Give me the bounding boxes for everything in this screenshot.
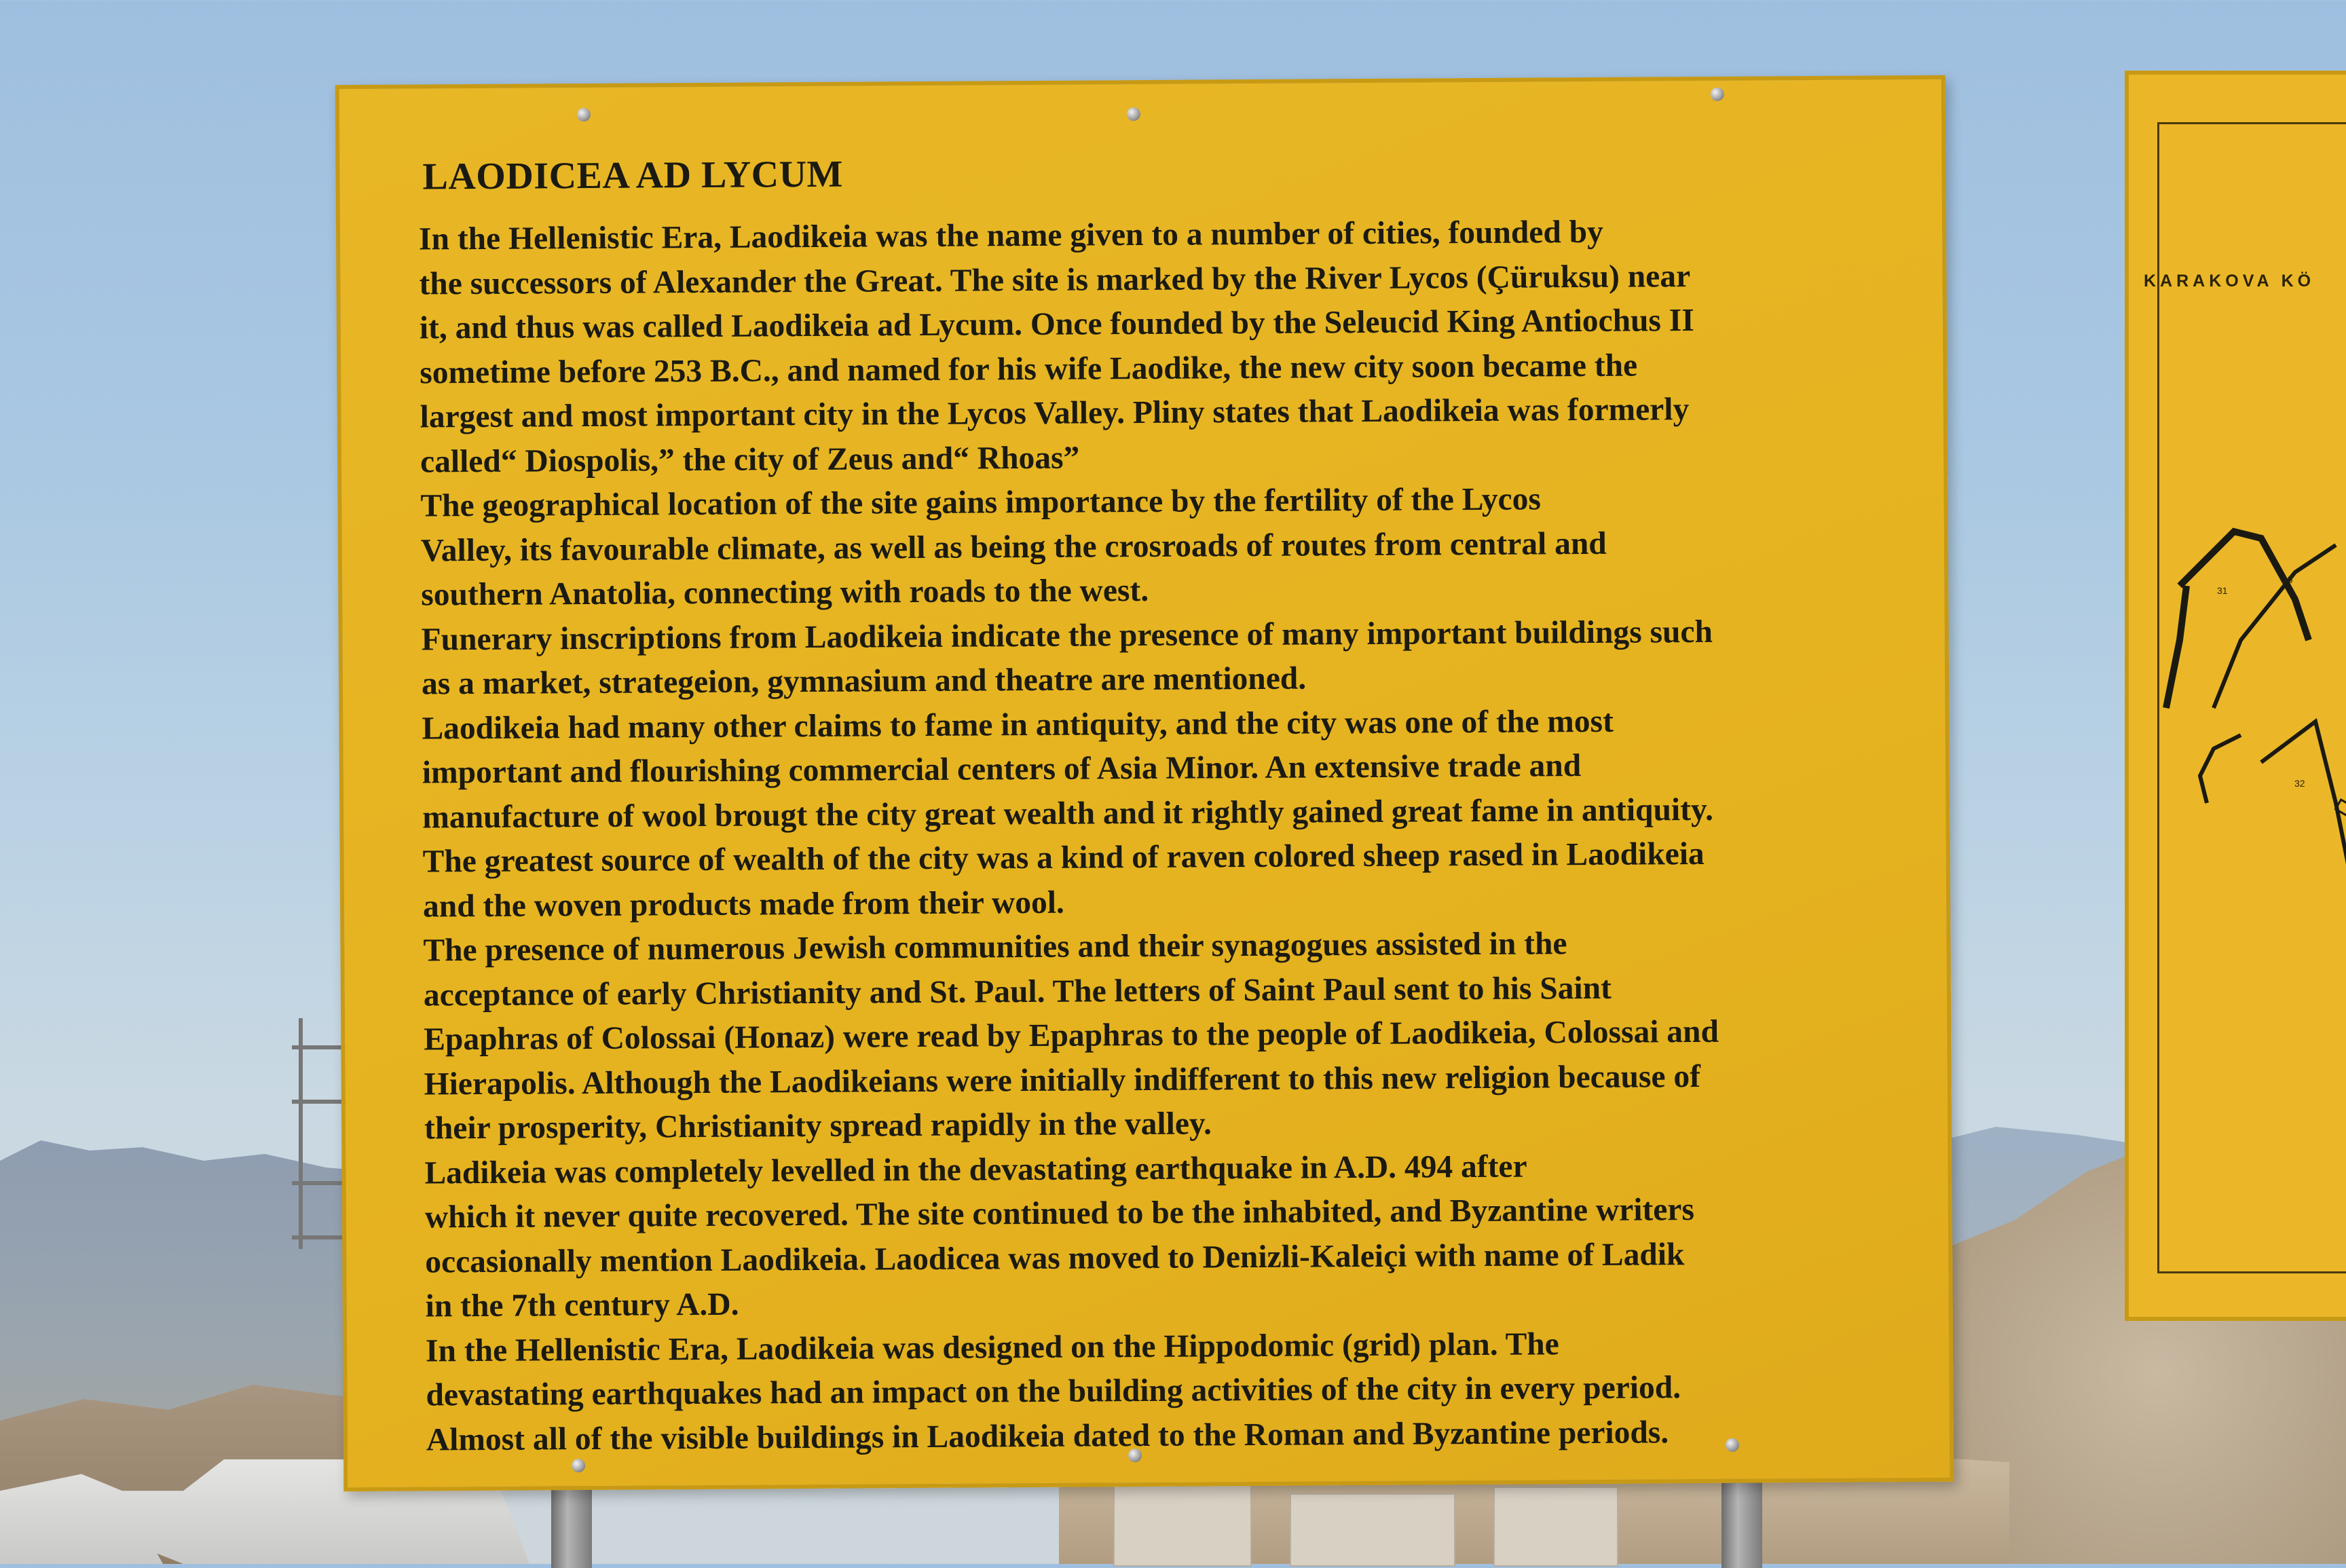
map-number: 31 (2217, 585, 2228, 596)
sign-text-line: as a market, strategeion, gymnasium and theatre are mentioned. (421, 660, 1307, 702)
side-map-frame (2157, 122, 2346, 1273)
sign-text-line: Valley, its favourable climate, as well as being the crosroads of routes from central and (420, 525, 1607, 569)
site-map-drawing (2159, 124, 2346, 1271)
sign-text-line: Laodikeia had many other claims to fame in antiquity, and the city was one of the most (422, 703, 1614, 747)
sign-text-line: In the Hellenistic Era, Laodikeia was the name given to a number of cities, founded by (418, 214, 1604, 257)
sign-text-line: Ladikeia was completely levelled in the devastating earthquake in A.D. 494 after (424, 1149, 1527, 1191)
sign-text-line: devastating earthquakes had an impact on the building activities of the city in every period. (426, 1370, 1681, 1413)
sign-text-line: the successors of Alexander the Great. The site is marked by the River Lycos (Çüruksu) near (419, 258, 1691, 302)
side-map-sign (2125, 71, 2346, 1321)
sign-text-line: The presence of numerous Jewish communities and their synagogues assisted in the (423, 926, 1567, 969)
sign-text-line: Epaphras of Colossai (Honaz) were read by Epaphras to the people of Laodikeia, Colossai and (424, 1013, 1719, 1058)
sign-text-line: southern Anatolia, connecting with roads to the west. (421, 572, 1149, 613)
stone-block (1290, 1493, 1455, 1567)
sign-text-line: their prosperity, Christianity spread rapidly in the valley. (424, 1106, 1212, 1146)
sign-text-line: in the 7th century A.D. (425, 1286, 739, 1324)
information-sign (335, 75, 1954, 1491)
sign-text-line: largest and most important city in the Lycos Valley. Pliny states that Laodikeia was formerly (420, 392, 1690, 435)
stone-block (1493, 1487, 1618, 1567)
sign-text-line: and the woven products made from their wool. (422, 884, 1064, 924)
sign-text-line: Hierapolis. Although the Laodikeians were initially indifferent to this new religion because of (424, 1058, 1701, 1102)
sign-text-line: it, and thus was called Laodikeia ad Lycum. Once founded by the Seleucid King Antiochus II (419, 303, 1694, 346)
screw (1127, 107, 1140, 121)
sign-text-line: The geographical location of the site gains importance by the fertility of the Lycos (420, 481, 1542, 524)
sign-text-line: Funerary inscriptions from Laodikeia indicate the presence of many important buildings such (421, 614, 1713, 658)
sign-text-line: important and flourishing commercial centers of Asia Minor. An extensive trade and (422, 748, 1582, 791)
screw (1711, 88, 1724, 101)
map-number: 25 (2282, 574, 2293, 585)
sign-text-line: sometime before 253 B.C., and named for his wife Laodike, the new city soon became the (420, 348, 1638, 391)
sign-title: LAODICEA AD LYCUM (422, 153, 844, 198)
map-number: 32 (2294, 778, 2305, 789)
sign-text-line: occasionally mention Laodikeia. Laodicea was moved to Denizli-Kaleiçi with name of Ladik (425, 1236, 1685, 1280)
stone-block (1113, 1480, 1252, 1567)
map-place-label: KARAKOVA KÖ (2144, 272, 2315, 291)
sign-text-line: In the Hellenistic Era, Laodikeia was designed on the Hippodomic (grid) plan. The (425, 1326, 1559, 1368)
sign-text-line: acceptance of early Christianity and St. Paul. The letters of Saint Paul sent to his Saint (423, 970, 1612, 1013)
sign-text-line: which it never quite recovered. The site continued to be the inhabited, and Byzantine writers (424, 1192, 1695, 1235)
sign-text-line: manufacture of wool brougt the city great wealth and it rightly gained great fame in antiquity. (422, 791, 1714, 835)
screw (577, 108, 591, 122)
sign-text-line: called“ Diospolis,” the city of Zeus and“ Rhoas” (420, 440, 1080, 480)
sign-text-line: The greatest source of wealth of the city was a kind of raven colored sheep rased in Laodikeia (422, 836, 1705, 880)
sign-body (419, 208, 1920, 1462)
sign-text-line: Almost all of the visible buildings in Laodikeia dated to the Roman and Byzantine periods. (426, 1414, 1669, 1457)
